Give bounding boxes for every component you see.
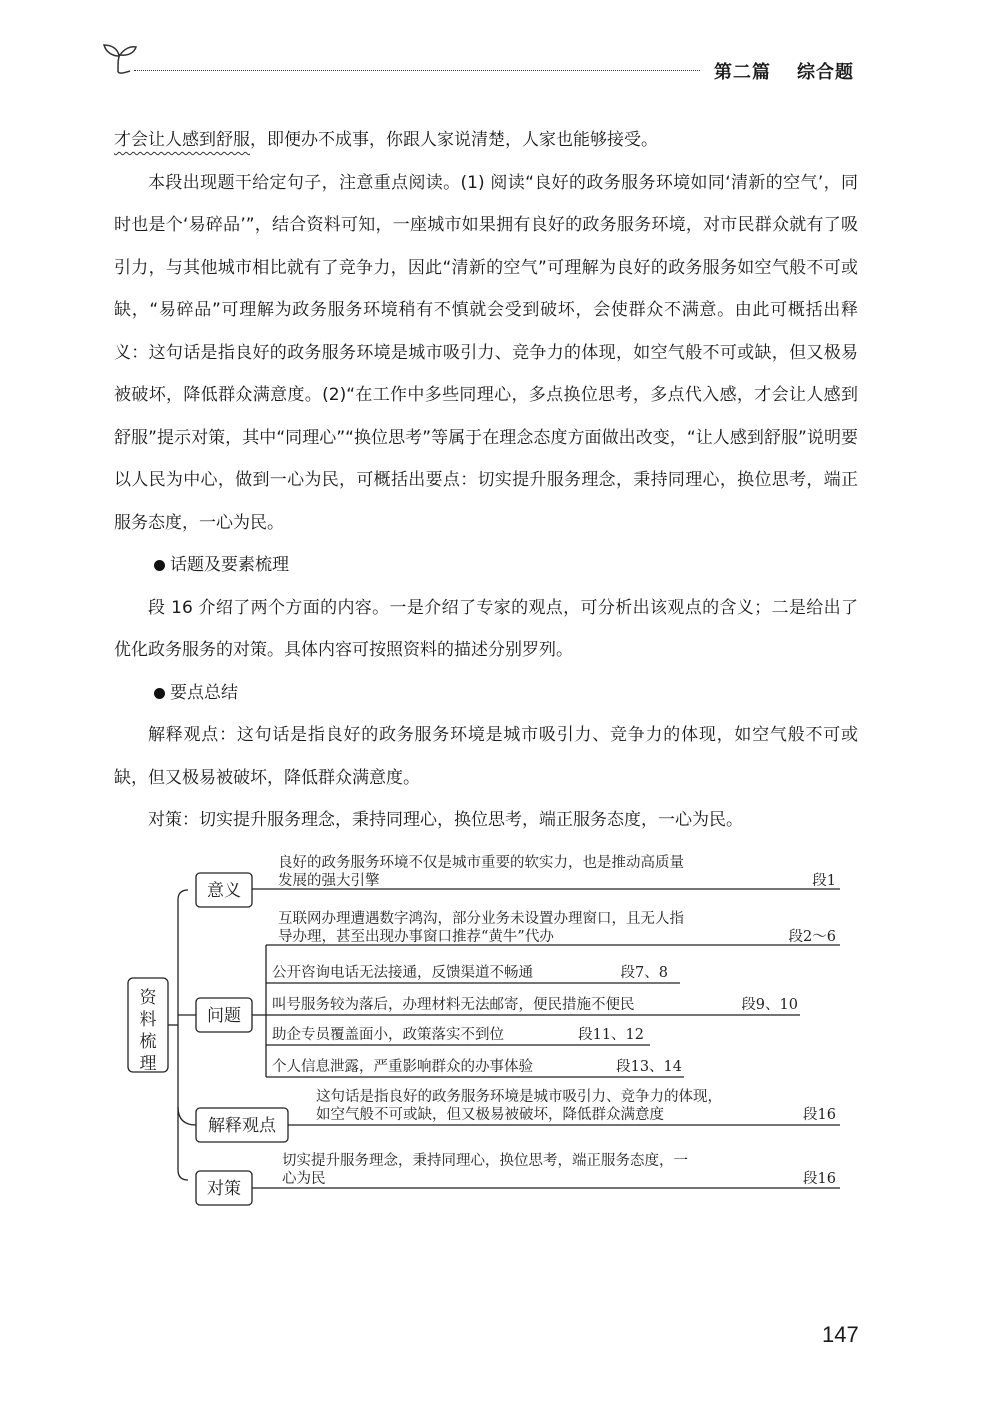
meaning-text-2: 发展的强大引擎 <box>278 873 380 889</box>
explain-ref: 段16 <box>803 1107 836 1123</box>
summary-heading-label: 要点总结 <box>170 682 238 703</box>
analysis-paragraph: 本段出现题干给定句子，注意重点阅读。(1) 阅读“良好的政务服务环境如同‘清新的空气’，同时也是个‘易碎品’”，结合资料可知，一座城市如果拥有良好的政务服务环境，对市民群众就有了吸引力，与其他城市相比就有了竞争力，因此“清新的空气”可理解为良好的政务服务如空气般不可或缺，“易碎品”可理解为政务服务环境稍有不慎就会受到破坏，会使群众不满意。由此可概括出释义：这句话是指良好的政务服务环境是城市吸引力、竞争力的体现，如空气般不可或缺，但又极易被破坏，降低群众满意度。(2)“在工作中多些同理心，多点换位思考，多点代入感，才会让人感到舒服”提示对策，其中“同理心”“换位思考”等属于在理念态度方面做出改变，“让人感到舒服”说明要以人民为中心，做到一心为民，可概括出要点：切实提升服务理念，秉持同理心，换位思考，端正服务态度，一心为民。 <box>114 172 858 533</box>
problem-1-ref: 段2～6 <box>788 929 836 945</box>
problem-4-text: 助企专员覆盖面小，政策落实不到位 <box>272 1027 504 1043</box>
branch-label-measures: 对策 <box>207 1179 241 1199</box>
underlined-phrase: 才会让人感到舒服 <box>114 130 250 150</box>
meaning-ref: 段1 <box>812 873 836 889</box>
branch-label-meaning: 意义 <box>207 881 241 901</box>
problem-1-text-2: 导办理，甚至出现办事窗口推荐“黄牛”代办 <box>278 929 554 945</box>
continued-line <box>114 119 858 162</box>
topic-heading <box>114 544 858 587</box>
header-title <box>688 58 854 84</box>
problem-2-text: 公开咨询电话无法接通，反馈渠道不畅通 <box>272 965 533 981</box>
page-header <box>100 40 860 83</box>
problem-3-ref: 段9、10 <box>741 997 798 1013</box>
problem-3-text: 叫号服务较为落后，办理材料无法邮寄，便民措施不便民 <box>272 997 635 1013</box>
problem-5-ref: 段13、14 <box>616 1059 682 1075</box>
explain-text-2: 如空气般不可或缺，但又极易被破坏，降低群众满意度 <box>316 1107 664 1123</box>
material-mindmap <box>120 845 860 1225</box>
explain-text-1: 这句话是指良好的政务服务环境是城市吸引力、竞争力的体现， <box>316 1089 722 1105</box>
branch-label-problems: 问题 <box>207 1006 241 1026</box>
body-text <box>114 119 858 842</box>
measures-ref: 段16 <box>803 1171 836 1187</box>
problem-5-text: 个人信息泄露，严重影响群众的办事体验 <box>272 1059 533 1075</box>
root-char-1: 资 <box>139 988 157 1008</box>
measures-paragraph: 对策：切实提升服务理念，秉持同理心，换位思考，端正服务态度，一心为民。 <box>148 810 743 830</box>
measures-text-1: 切实提升服务理念，秉持同理心，换位思考，端正服务态度，一 <box>282 1153 688 1169</box>
root-char-4: 理 <box>139 1054 157 1074</box>
problem-2-ref: 段7、8 <box>620 965 668 981</box>
page-number: 147 <box>822 1322 859 1347</box>
measures-text-2: 心为民 <box>282 1171 326 1187</box>
explain-paragraph: 解释观点：这句话是指良好的政务服务环境是城市吸引力、竞争力的体现，如空气般不可或缺，但又极易被破坏，降低群众满意度。 <box>114 725 858 788</box>
continued-line-rest: ，即便办不成事，你跟人家说清楚，人家也能够接受。 <box>250 130 658 150</box>
summary-heading <box>114 672 858 715</box>
problem-1-text-1: 互联网办理遭遇数字鸿沟，部分业务未设置办理窗口，且无人指 <box>278 911 684 927</box>
header-divider <box>134 70 700 71</box>
branch-label-explain: 解释观点 <box>208 1116 276 1136</box>
problem-4-ref: 段11、12 <box>578 1027 644 1043</box>
topic-heading-label: 话题及要素梳理 <box>170 555 289 575</box>
header-part: 第二篇 <box>714 62 771 83</box>
header-section: 综合题 <box>797 62 854 83</box>
root-char-3: 梳 <box>139 1032 157 1052</box>
topic-paragraph: 段 16 介绍了两个方面的内容。一是介绍了专家的观点，可分析出该观点的含义；二是给出了优化政务服务的对策。具体内容可按照资料的描述分别罗列。 <box>114 597 858 660</box>
root-char-2: 料 <box>139 1010 157 1030</box>
meaning-text-1: 良好的政务服务环境不仅是城市重要的软实力，也是推动高质量 <box>278 855 684 871</box>
